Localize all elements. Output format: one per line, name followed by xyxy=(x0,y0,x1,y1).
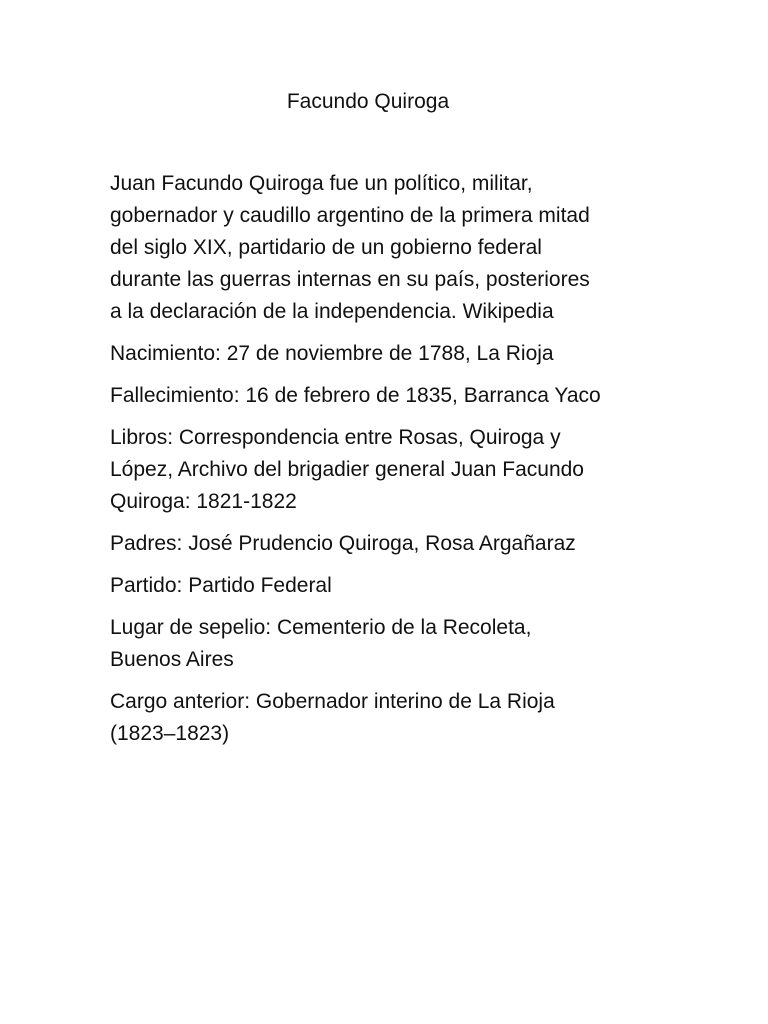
fact-line: Cargo anterior: Gobernador interino de La Rioja xyxy=(110,690,555,713)
fact-burial-place xyxy=(110,612,650,676)
intro-line: durante las guerras internas en su país, posteriores xyxy=(110,268,590,291)
document-body xyxy=(110,168,650,760)
intro-paragraph xyxy=(110,168,650,328)
fact-line: Libros: Correspondencia entre Rosas, Quiroga y xyxy=(110,426,561,449)
fact-birth xyxy=(110,338,650,370)
fact-line: Buenos Aires xyxy=(110,648,234,671)
fact-line: Fallecimiento: 16 de febrero de 1835, Barranca Yaco xyxy=(110,384,601,407)
fact-books xyxy=(110,422,650,518)
fact-previous-office xyxy=(110,686,650,750)
fact-line: Partido: Partido Federal xyxy=(110,574,332,597)
fact-line: Quiroga: 1821-1822 xyxy=(110,490,297,513)
fact-death xyxy=(110,380,650,412)
fact-line: Padres: José Prudencio Quiroga, Rosa Argañaraz xyxy=(110,532,576,555)
fact-line: López, Archivo del brigadier general Juan Facundo xyxy=(110,458,584,481)
fact-line: Lugar de sepelio: Cementerio de la Recoleta, xyxy=(110,616,532,639)
page-title: Facundo Quiroga xyxy=(286,90,450,113)
fact-line: Nacimiento: 27 de noviembre de 1788, La Rioja xyxy=(110,342,554,365)
fact-line: (1823–1823) xyxy=(110,722,230,745)
intro-line: del siglo XIX, partidario de un gobierno federal xyxy=(110,236,542,259)
fact-parents xyxy=(110,528,650,560)
intro-line: gobernador y caudillo argentino de la primera mitad xyxy=(110,204,590,227)
intro-line: Juan Facundo Quiroga fue un político, militar, xyxy=(110,172,533,195)
intro-line: a la declaración de la independencia. Wikipedia xyxy=(110,300,554,323)
fact-party xyxy=(110,570,650,602)
